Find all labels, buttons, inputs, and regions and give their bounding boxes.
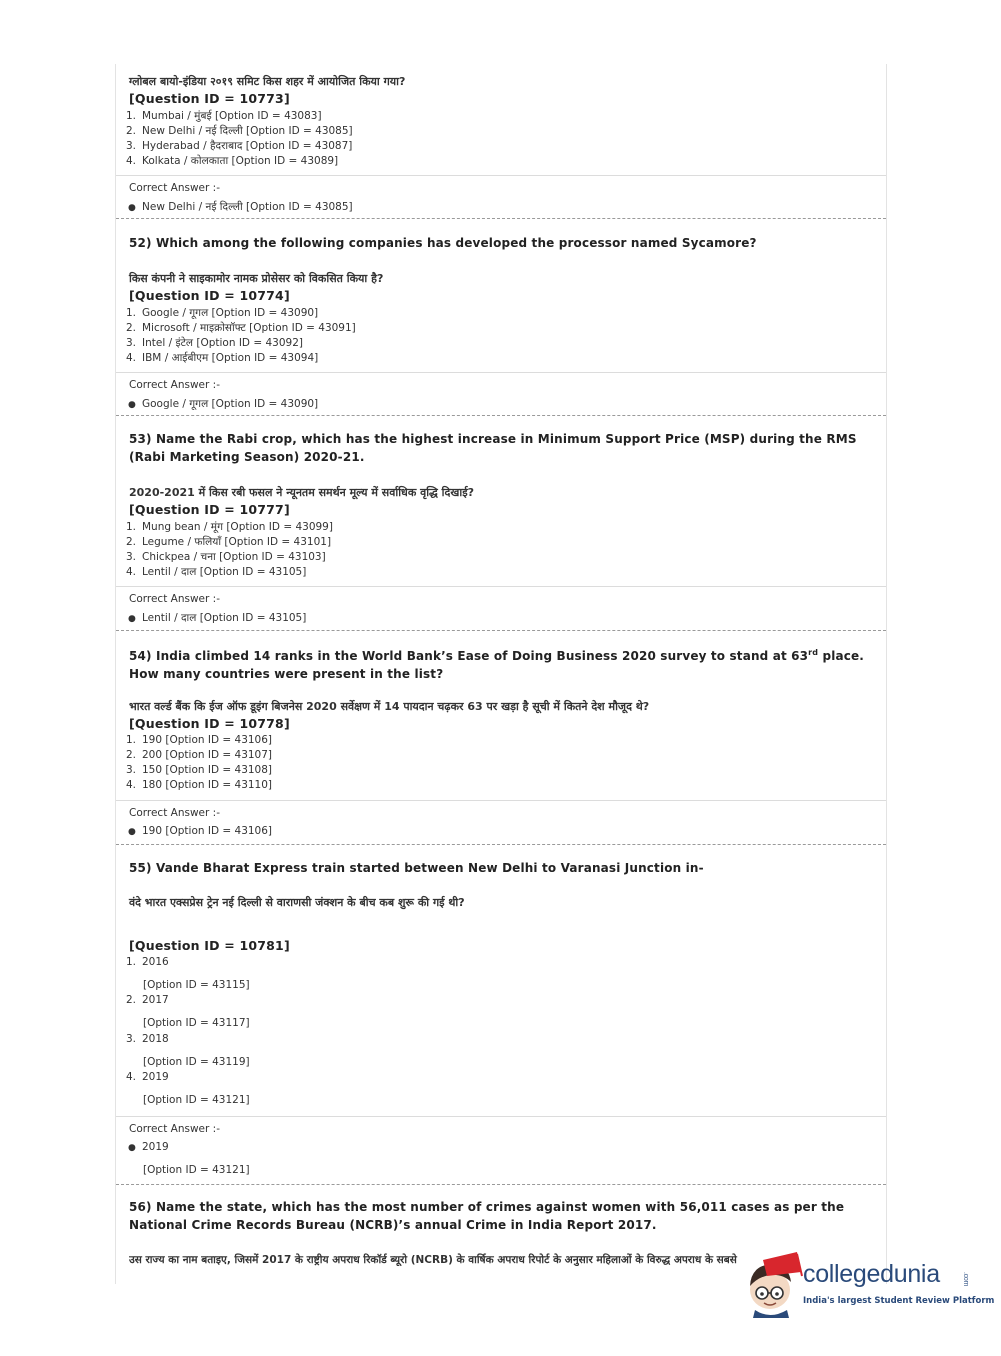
q51-option-3: 3. Hyderabad / हैदराबाद [Option ID = 43087]: [126, 140, 353, 152]
q53-option-1: 1. Mung bean / मूंग [Option ID = 43099]: [126, 521, 333, 533]
q51-option-1: 1. Mumbai / मुंबई [Option ID = 43083]: [126, 110, 322, 122]
q53-hindi: 2020-2021 में किस रबी फसल ने न्यूनतम समर्थन मूल्य में सर्वाधिक वृद्धि दिखाई?: [129, 486, 474, 499]
question-separator: [116, 844, 886, 845]
q54-question: 54) India climbed 14 ranks in the World Bank’s Ease of Doing Business 2020 survey to stand at 63rd place. How many countries were present in the list?: [129, 648, 864, 681]
q51-correct-answer: ● New Delhi / नई दिल्ली [Option ID = 43085]: [128, 201, 353, 213]
divider: [116, 372, 886, 373]
divider: [116, 175, 886, 176]
mascot-icon: [745, 1250, 803, 1320]
q54-correct-answer: ● 190 [Option ID = 43106]: [128, 825, 273, 837]
q53-option-4: 4. Lentil / दाल [Option ID = 43105]: [126, 566, 307, 578]
q55-option-1: 1. 2016: [126, 956, 169, 968]
q55-option-2-id: [Option ID = 43117]: [143, 1017, 250, 1029]
q52-correct-label: Correct Answer :-: [129, 379, 220, 391]
q55-correct-answer-id: [Option ID = 43121]: [143, 1164, 250, 1176]
divider: [116, 800, 886, 801]
q53-question-id: [Question ID = 10777]: [129, 502, 290, 517]
q54-option-1: 1. 190 [Option ID = 43106]: [126, 734, 273, 746]
q53-correct-answer: ● Lentil / दाल [Option ID = 43105]: [128, 612, 307, 624]
q52-option-2: 2. Microsoft / माइक्रोसॉफ्ट [Option ID = 43091]: [126, 322, 356, 334]
q52-option-4: 4. IBM / आईबीएम [Option ID = 43094]: [126, 352, 319, 364]
q55-option-4-id: [Option ID = 43121]: [143, 1094, 250, 1106]
q54-option-3: 3. 150 [Option ID = 43108]: [126, 764, 273, 776]
exam-page: [115, 64, 887, 1284]
q52-option-3: 3. Intel / इंटेल [Option ID = 43092]: [126, 337, 303, 349]
q55-option-1-id: [Option ID = 43115]: [143, 979, 250, 991]
question-separator: [116, 1184, 886, 1185]
q52-option-1: 1. Google / गूगल [Option ID = 43090]: [126, 307, 319, 319]
q55-hindi: वंदे भारत एक्सप्रेस ट्रेन नई दिल्ली से वाराणसी जंक्शन के बीच कब शुरू की गई थी?: [129, 896, 465, 909]
q55-question-id: [Question ID = 10781]: [129, 938, 290, 953]
q52-correct-answer: ● Google / गूगल [Option ID = 43090]: [128, 398, 319, 410]
brand-name: collegedunia .com: [803, 1260, 969, 1288]
q56-question: 56) Name the state, which has the most number of crimes against women with 56,011 cases as per the National Crime Records Bureau (NCRB)’s annual Crime in India Report 2017.: [129, 1200, 845, 1232]
q55-correct-answer: ● 2019: [128, 1141, 169, 1153]
q51-question-id: [Question ID = 10773]: [129, 91, 290, 106]
q56-hindi: उस राज्य का नाम बताइए, जिसमें 2017 के राष्ट्रीय अपराध रिकॉर्ड ब्यूरो (NCRB) के वार्षिक अपराध रिपोर्ट के अनुसार महिलाओं के विरुद्ध अपराध के सबसे: [129, 1254, 737, 1266]
q55-option-3-id: [Option ID = 43119]: [143, 1056, 250, 1068]
q54-correct-label: Correct Answer :-: [129, 807, 220, 819]
q55-option-3: 3. 2018: [126, 1033, 169, 1045]
q53-question: 53) Name the Rabi crop, which has the highest increase in Minimum Support Price (MSP) during the RMS (Rabi Marketing Season) 2020-21.: [129, 432, 857, 464]
brand-tagline: India's largest Student Review Platform: [803, 1296, 995, 1306]
q55-question: 55) Vande Bharat Express train started between New Delhi to Varanasi Junction in-: [129, 861, 704, 875]
collegedunia-logo: [745, 1250, 995, 1320]
q52-question: 52) Which among the following companies has developed the processor named Sycamore?: [129, 236, 757, 250]
q53-option-2: 2. Legume / फलियाँ [Option ID = 43101]: [126, 536, 332, 548]
q51-option-4: 4. Kolkata / कोलकाता [Option ID = 43089]: [126, 155, 339, 167]
q54-option-2: 2. 200 [Option ID = 43107]: [126, 749, 273, 761]
q55-correct-label: Correct Answer :-: [129, 1123, 220, 1135]
q54-option-4: 4. 180 [Option ID = 43110]: [126, 779, 273, 791]
q52-question-id: [Question ID = 10774]: [129, 288, 290, 303]
question-separator: [116, 218, 886, 219]
q52-hindi: किस कंपनी ने साइकामोर नामक प्रोसेसर को विकसित किया है?: [129, 272, 384, 285]
q54-question-id: [Question ID = 10778]: [129, 716, 290, 731]
q53-option-3: 3. Chickpea / चना [Option ID = 43103]: [126, 551, 326, 563]
q55-option-4: 4. 2019: [126, 1071, 169, 1083]
q54-hindi: भारत वर्ल्ड बैंक कि ईज ऑफ डूइंग बिजनेस 2020 सर्वेक्षण में 14 पायदान चढ़कर 63 पर खड़ा है सूची में कितने देश मौजूद थे?: [129, 700, 650, 713]
question-separator: [116, 415, 886, 416]
q55-option-2: 2. 2017: [126, 994, 169, 1006]
q51-option-2: 2. New Delhi / नई दिल्ली [Option ID = 43085]: [126, 125, 353, 137]
q51-correct-label: Correct Answer :-: [129, 182, 220, 194]
divider: [116, 1116, 886, 1117]
question-separator: [116, 630, 886, 631]
q53-correct-label: Correct Answer :-: [129, 593, 220, 605]
q51-hindi: ग्लोबल बायो-इंडिया २०१९ समिट किस शहर में आयोजित किया गया?: [129, 75, 406, 88]
divider: [116, 586, 886, 587]
